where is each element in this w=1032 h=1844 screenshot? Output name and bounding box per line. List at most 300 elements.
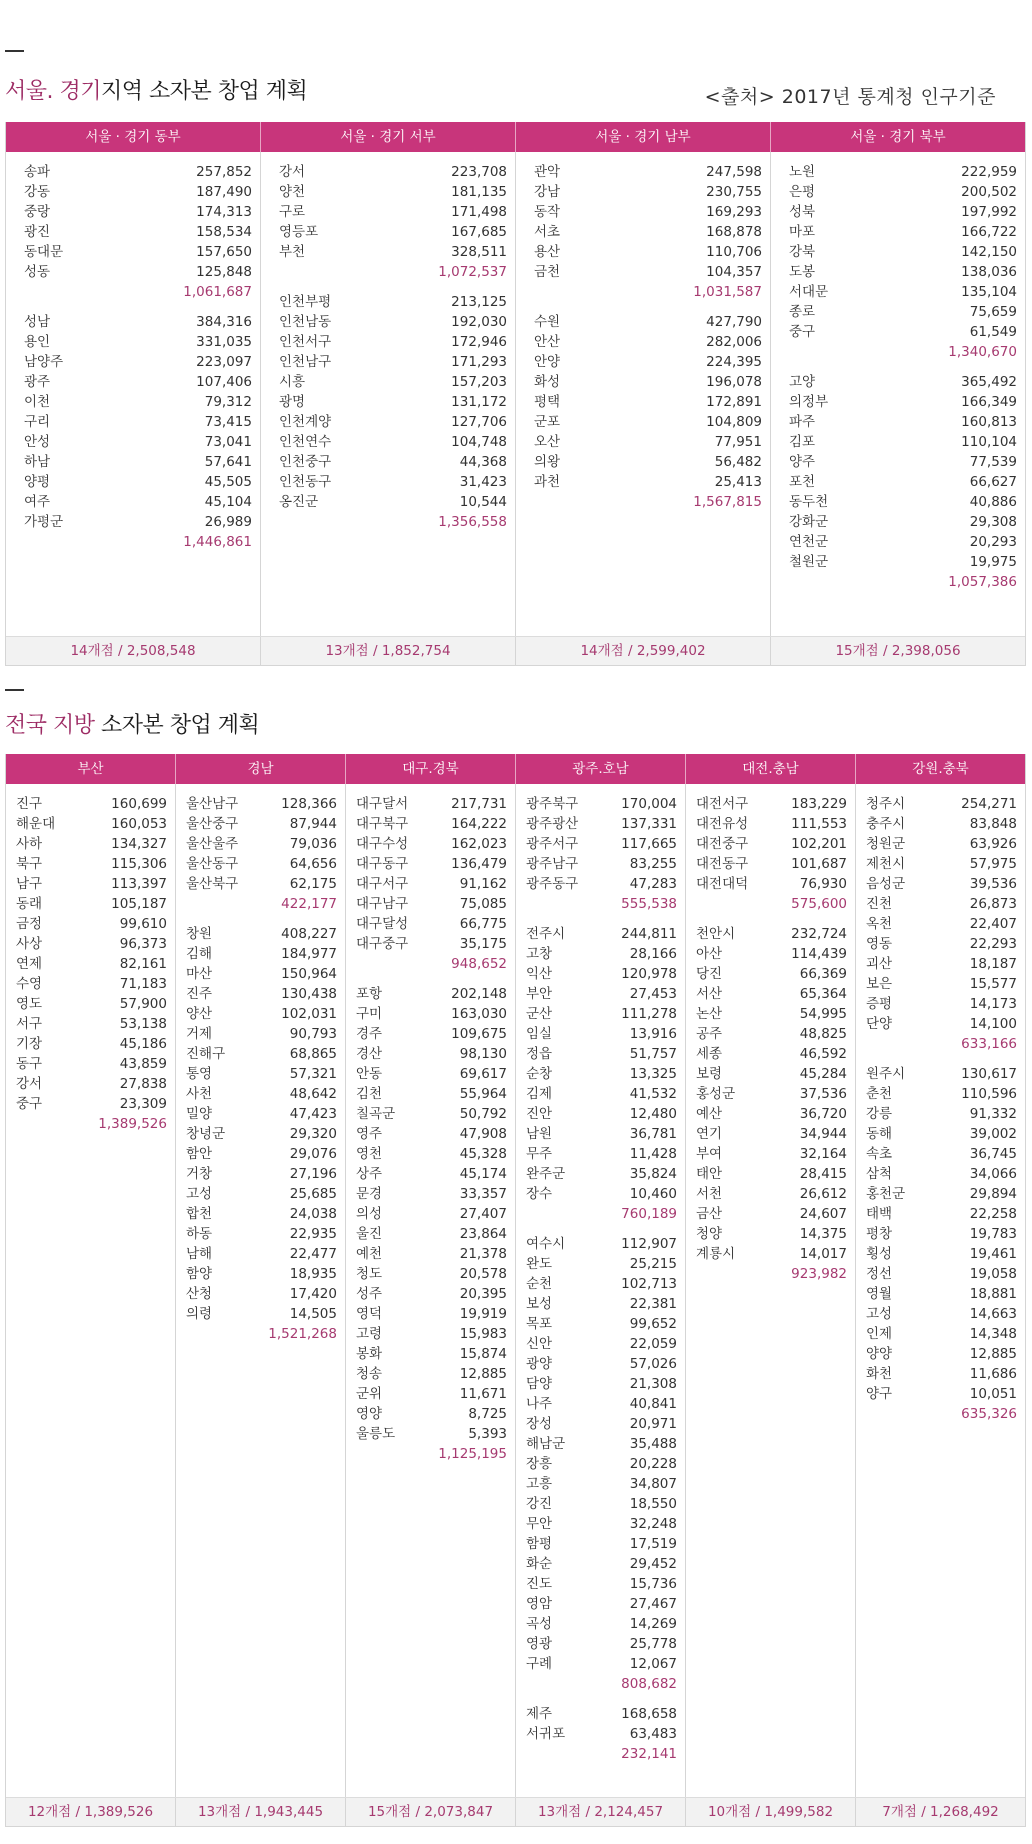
region-row (356, 894, 507, 914)
population-value: 75,659 (969, 304, 1017, 320)
population-value: 57,975 (969, 856, 1017, 872)
group-subtotal: 555,538 (621, 896, 677, 912)
region-row (526, 1374, 677, 1394)
region-name: 울산울주 (186, 836, 239, 852)
region-row (866, 1364, 1017, 1384)
population-value: 45,505 (204, 474, 252, 490)
region-row (24, 222, 252, 242)
group-subtotal: 1,389,526 (98, 1116, 167, 1132)
region-name: 평창 (866, 1226, 893, 1242)
population-value: 18,550 (629, 1496, 677, 1512)
region-name: 밀양 (186, 1106, 213, 1122)
population-value: 104,809 (706, 414, 762, 430)
population-value: 13,325 (629, 1066, 677, 1082)
population-value: 12,885 (459, 1366, 507, 1382)
region-name: 신안 (526, 1336, 553, 1352)
region-name: 정읍 (526, 1046, 553, 1062)
region-row (279, 202, 507, 222)
metro-column (771, 152, 1025, 636)
region-name: 횡성 (866, 1246, 893, 1262)
region-name: 당진 (696, 966, 723, 982)
region-name: 중구 (16, 1096, 43, 1112)
region-row (534, 162, 762, 182)
population-value: 47,908 (459, 1126, 507, 1142)
region-row (866, 794, 1017, 814)
region-name: 수원 (534, 314, 561, 330)
region-name: 청양 (696, 1226, 723, 1242)
population-value: 107,406 (196, 374, 252, 390)
region-name: 금산 (696, 1206, 723, 1222)
region-row (866, 1124, 1017, 1144)
region-name: 삼척 (866, 1166, 893, 1182)
region-name: 단양 (866, 1016, 893, 1032)
group-subtotal: 948,652 (451, 956, 507, 972)
group-subtotal: 232,141 (621, 1746, 677, 1762)
population-value: 10,544 (459, 494, 507, 510)
group-subtotal: 923,982 (791, 1266, 847, 1282)
population-value: 111,278 (621, 1006, 677, 1022)
region-name: 양구 (866, 1386, 893, 1402)
population-value: 202,148 (451, 986, 507, 1002)
population-value: 63,483 (629, 1726, 677, 1742)
region-group (526, 794, 677, 914)
region-name: 합천 (186, 1206, 213, 1222)
population-value: 168,658 (621, 1706, 677, 1722)
population-value: 167,685 (451, 224, 507, 240)
section2-title (5, 708, 259, 739)
region-row (696, 944, 847, 964)
region-row (24, 512, 252, 532)
region-row (534, 452, 762, 472)
region-row (356, 1124, 507, 1144)
region-name: 대전서구 (696, 796, 749, 812)
group-subtotal: 635,326 (961, 1406, 1017, 1422)
region-name: 장흥 (526, 1456, 553, 1472)
region-name: 영양 (356, 1406, 383, 1422)
region-group (24, 312, 252, 552)
region-name: 사하 (16, 836, 43, 852)
population-value: 39,536 (969, 876, 1017, 892)
region-row (866, 1224, 1017, 1244)
region-row (356, 1064, 507, 1084)
population-value: 223,708 (451, 164, 507, 180)
population-value: 136,479 (451, 856, 507, 872)
region-name: 함양 (186, 1266, 213, 1282)
region-name: 울산남구 (186, 796, 239, 812)
population-value: 110,706 (706, 244, 762, 260)
region-group (789, 162, 1017, 362)
region-row (24, 312, 252, 332)
region-row (526, 1534, 677, 1554)
region-name: 동래 (16, 896, 43, 912)
region-row (789, 472, 1017, 492)
region-name: 옹진군 (279, 494, 319, 510)
group-subtotal: 808,682 (621, 1676, 677, 1692)
region-name: 강서 (16, 1076, 43, 1092)
region-row (279, 182, 507, 202)
region-row (279, 332, 507, 352)
population-value: 12,885 (969, 1346, 1017, 1362)
region-name: 정선 (866, 1266, 893, 1282)
region-row (16, 1074, 167, 1094)
population-value: 71,183 (119, 976, 167, 992)
region-row (789, 262, 1017, 282)
region-row (526, 984, 677, 1004)
population-value: 27,407 (459, 1206, 507, 1222)
population-value: 51,757 (629, 1046, 677, 1062)
population-value: 224,395 (706, 354, 762, 370)
region-row (866, 934, 1017, 954)
region-row (356, 1284, 507, 1304)
region-row (356, 1344, 507, 1364)
population-value: 222,959 (961, 164, 1017, 180)
region-name: 북구 (16, 856, 43, 872)
region-row (534, 432, 762, 452)
region-row (526, 964, 677, 984)
group-subtotal: 1,072,537 (438, 264, 507, 280)
metro-column (261, 152, 516, 636)
national-column-header: 부산 (6, 754, 176, 784)
region-name: 진구 (16, 796, 43, 812)
region-group (356, 984, 507, 1464)
region-row (279, 452, 507, 472)
population-value: 91,162 (459, 876, 507, 892)
population-value: 257,852 (196, 164, 252, 180)
region-name: 울진 (356, 1226, 383, 1242)
region-row (356, 794, 507, 814)
region-name: 중구 (789, 324, 816, 340)
population-value: 170,004 (621, 796, 677, 812)
region-name: 영등포 (279, 224, 319, 240)
population-value: 82,161 (119, 956, 167, 972)
region-row (866, 1144, 1017, 1164)
national-column (686, 784, 856, 1797)
population-value: 213,125 (451, 294, 507, 310)
region-name: 강남 (534, 184, 561, 200)
region-name: 충주시 (866, 816, 906, 832)
region-name: 기장 (16, 1036, 43, 1052)
section2-title-rest: 소자본 창업 계획 (94, 713, 260, 738)
region-row (526, 834, 677, 854)
region-name: 용인 (24, 334, 51, 350)
region-name: 증평 (866, 996, 893, 1012)
population-value: 45,284 (799, 1066, 847, 1082)
population-value: 20,395 (459, 1286, 507, 1302)
region-name: 울산동구 (186, 856, 239, 872)
region-row (356, 984, 507, 1004)
region-name: 양양 (866, 1346, 893, 1362)
region-name: 상주 (356, 1166, 383, 1182)
region-row (186, 1224, 337, 1244)
region-row (24, 262, 252, 282)
region-row (866, 894, 1017, 914)
population-value: 187,490 (196, 184, 252, 200)
region-row (356, 1364, 507, 1384)
national-column-footer: 15개점 / 2,073,847 (346, 1798, 516, 1826)
region-row (789, 392, 1017, 412)
region-row (696, 924, 847, 944)
region-name: 제주 (526, 1706, 553, 1722)
national-column-header: 대전.충남 (686, 754, 856, 784)
region-row (534, 472, 762, 492)
population-value: 14,348 (969, 1326, 1017, 1342)
region-name: 마산 (186, 966, 213, 982)
region-name: 목포 (526, 1316, 553, 1332)
population-value: 19,783 (969, 1226, 1017, 1242)
population-value: 61,549 (969, 324, 1017, 340)
region-name: 부여 (696, 1146, 723, 1162)
region-name: 인제 (866, 1326, 893, 1342)
population-value: 57,900 (119, 996, 167, 1012)
region-row (866, 954, 1017, 974)
region-group (534, 312, 762, 512)
national-column-footer: 13개점 / 2,124,457 (516, 1798, 686, 1826)
region-name: 대전중구 (696, 836, 749, 852)
group-subtotal: 575,600 (791, 896, 847, 912)
group-subtotal: 1,125,195 (438, 1446, 507, 1462)
region-row (534, 352, 762, 372)
region-name: 김제 (526, 1086, 553, 1102)
region-name: 영암 (526, 1596, 553, 1612)
region-row (789, 322, 1017, 342)
region-name: 안양 (534, 354, 561, 370)
region-name: 임실 (526, 1026, 553, 1042)
region-name: 청주시 (866, 796, 906, 812)
region-row (16, 1054, 167, 1074)
region-name: 고성 (866, 1306, 893, 1322)
region-name: 화천 (866, 1366, 893, 1382)
region-name: 여수시 (526, 1236, 566, 1252)
population-value: 96,373 (119, 936, 167, 952)
group-subtotal: 1,057,386 (948, 574, 1017, 590)
region-row (866, 1344, 1017, 1364)
region-row (789, 182, 1017, 202)
region-row (186, 854, 337, 874)
region-name: 칠곡군 (356, 1106, 396, 1122)
population-value: 15,577 (969, 976, 1017, 992)
population-value: 25,413 (714, 474, 762, 490)
region-group (866, 1064, 1017, 1424)
region-name: 파주 (789, 414, 816, 430)
region-row (16, 1014, 167, 1034)
national-column-content (686, 784, 855, 1284)
region-row (866, 834, 1017, 854)
population-value: 112,907 (621, 1236, 677, 1252)
section1-title-rest: 지역 소자본 창업 계획 (101, 79, 308, 104)
population-value: 50,792 (459, 1106, 507, 1122)
population-value: 27,196 (289, 1166, 337, 1182)
region-name: 진안 (526, 1106, 553, 1122)
region-row (866, 874, 1017, 894)
region-row (526, 1574, 677, 1594)
region-name: 강진 (526, 1496, 553, 1512)
region-name: 인천서구 (279, 334, 332, 350)
region-row (534, 412, 762, 432)
region-row (356, 1224, 507, 1244)
region-name: 포항 (356, 986, 383, 1002)
metro-column-content (6, 152, 260, 552)
region-name: 오산 (534, 434, 561, 450)
region-name: 예산 (696, 1106, 723, 1122)
population-value: 27,467 (629, 1596, 677, 1612)
population-value: 48,825 (799, 1026, 847, 1042)
region-row (696, 1044, 847, 1064)
region-name: 서구 (16, 1016, 43, 1032)
region-row (279, 352, 507, 372)
region-row (866, 1184, 1017, 1204)
region-row (24, 202, 252, 222)
region-row (526, 1554, 677, 1574)
region-name: 영주 (356, 1126, 383, 1142)
region-row (186, 1064, 337, 1084)
region-name: 고양 (789, 374, 816, 390)
region-group (24, 162, 252, 302)
population-value: 35,824 (629, 1166, 677, 1182)
region-name: 사상 (16, 936, 43, 952)
region-name: 도봉 (789, 264, 816, 280)
region-name: 대구수성 (356, 836, 409, 852)
region-name: 강릉 (866, 1106, 893, 1122)
population-value: 160,813 (961, 414, 1017, 430)
population-value: 77,539 (969, 454, 1017, 470)
region-name: 고성 (186, 1186, 213, 1202)
population-value: 142,150 (961, 244, 1017, 260)
region-name: 함안 (186, 1146, 213, 1162)
national-column (856, 784, 1025, 1797)
population-value: 196,078 (706, 374, 762, 390)
population-value: 12,480 (629, 1106, 677, 1122)
region-row (866, 814, 1017, 834)
population-value: 79,312 (204, 394, 252, 410)
region-name: 홍천군 (866, 1186, 906, 1202)
region-row (789, 532, 1017, 552)
population-value: 22,477 (289, 1246, 337, 1262)
region-name: 김해 (186, 946, 213, 962)
region-name: 진주 (186, 986, 213, 1002)
population-value: 90,793 (289, 1026, 337, 1042)
region-row (696, 1084, 847, 1104)
population-value: 114,439 (791, 946, 847, 962)
population-value: 43,859 (119, 1056, 167, 1072)
region-row (526, 1314, 677, 1334)
region-row (186, 1284, 337, 1304)
population-value: 427,790 (706, 314, 762, 330)
region-name: 안산 (534, 334, 561, 350)
population-value: 163,030 (451, 1006, 507, 1022)
population-value: 131,172 (451, 394, 507, 410)
region-row (16, 1034, 167, 1054)
population-value: 110,104 (961, 434, 1017, 450)
section2-dash (5, 689, 24, 691)
region-row (16, 814, 167, 834)
region-row (24, 392, 252, 412)
population-value: 25,778 (629, 1636, 677, 1652)
region-row (16, 914, 167, 934)
region-name: 대구중구 (356, 936, 409, 952)
region-row (534, 182, 762, 202)
region-name: 김천 (356, 1086, 383, 1102)
region-name: 대전대덕 (696, 876, 749, 892)
region-name: 광주남구 (526, 856, 579, 872)
population-value: 158,534 (196, 224, 252, 240)
region-name: 과천 (534, 474, 561, 490)
metro-column (516, 152, 771, 636)
region-name: 계룡시 (696, 1246, 736, 1262)
metro-column-footer: 15개점 / 2,398,056 (835, 643, 961, 659)
population-value: 150,964 (281, 966, 337, 982)
population-value: 24,038 (289, 1206, 337, 1222)
region-name: 광주서구 (526, 836, 579, 852)
population-value: 230,755 (706, 184, 762, 200)
population-value: 45,328 (459, 1146, 507, 1162)
population-value: 31,423 (459, 474, 507, 490)
region-row (789, 162, 1017, 182)
region-row (279, 372, 507, 392)
region-row (24, 472, 252, 492)
population-value: 254,271 (961, 796, 1017, 812)
population-value: 66,369 (799, 966, 847, 982)
region-name: 종로 (789, 304, 816, 320)
region-row (789, 432, 1017, 452)
metro-column-footer: 14개점 / 2,508,548 (6, 637, 261, 665)
region-group (279, 162, 507, 282)
region-name: 완도 (526, 1256, 553, 1272)
population-value: 117,665 (621, 836, 677, 852)
population-value: 15,736 (629, 1576, 677, 1592)
population-value: 40,886 (969, 494, 1017, 510)
region-group (696, 924, 847, 1284)
region-row (696, 1244, 847, 1264)
region-row (24, 432, 252, 452)
region-row (16, 974, 167, 994)
population-value: 171,498 (451, 204, 507, 220)
region-row (356, 1164, 507, 1184)
population-value: 15,874 (459, 1346, 507, 1362)
group-subtotal: 422,177 (281, 896, 337, 912)
population-value: 23,864 (459, 1226, 507, 1242)
population-value: 111,553 (791, 816, 847, 832)
region-name: 양산 (186, 1006, 213, 1022)
population-value: 232,724 (791, 926, 847, 942)
region-name: 보성 (526, 1296, 553, 1312)
population-value: 26,612 (799, 1186, 847, 1202)
region-row (24, 492, 252, 512)
region-name: 포천 (789, 474, 816, 490)
population-value: 22,059 (629, 1336, 677, 1352)
region-name: 보은 (866, 976, 893, 992)
population-value: 171,293 (451, 354, 507, 370)
population-value: 83,848 (969, 816, 1017, 832)
region-row (526, 1044, 677, 1064)
population-value: 28,166 (629, 946, 677, 962)
region-name: 성남 (24, 314, 51, 330)
population-value: 22,407 (969, 916, 1017, 932)
region-name: 홍성군 (696, 1086, 736, 1102)
population-value: 20,971 (629, 1416, 677, 1432)
region-name: 평택 (534, 394, 561, 410)
national-column (6, 784, 176, 1797)
group-subtotal: 760,189 (621, 1206, 677, 1222)
population-value: 54,995 (799, 1006, 847, 1022)
national-column-content (856, 784, 1025, 1424)
region-name: 금천 (534, 264, 561, 280)
region-row (696, 1144, 847, 1164)
metro-column-content (771, 152, 1025, 592)
population-value: 28,415 (799, 1166, 847, 1182)
region-row (534, 392, 762, 412)
region-name: 연제 (16, 956, 43, 972)
region-name: 영덕 (356, 1306, 383, 1322)
